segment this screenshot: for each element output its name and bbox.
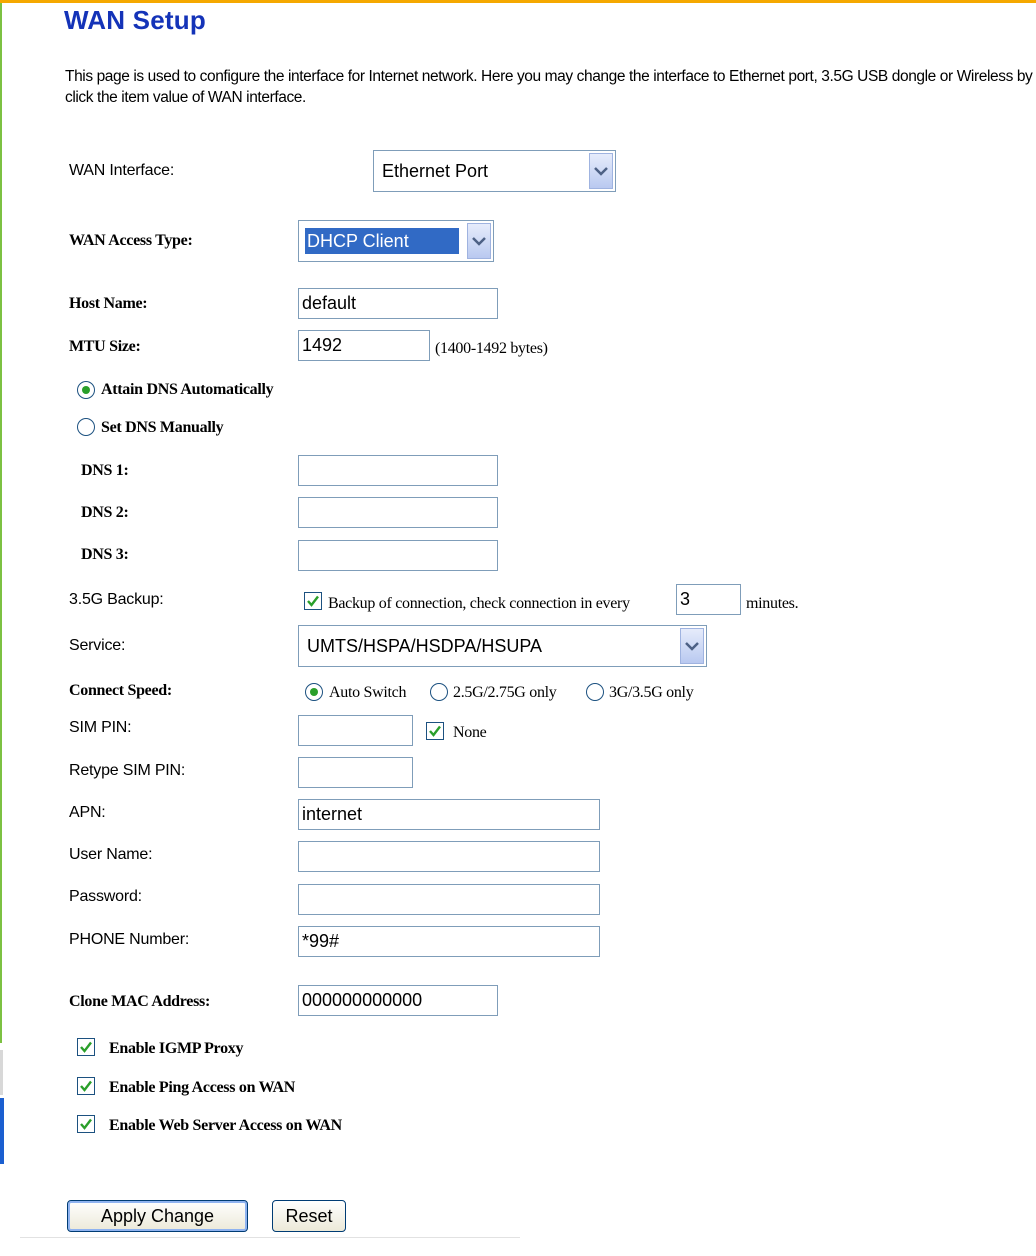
phone-number-input[interactable] [298,926,600,957]
backup-checkbox-label: Backup of connection, check connection in every [328,595,630,612]
user-name-input[interactable] [298,841,600,872]
top-accent-line [0,0,1036,3]
mtu-size-hint: (1400-1492 bytes) [435,340,548,357]
wan-access-type-label: WAN Access Type: [69,232,193,249]
password-input[interactable] [298,884,600,915]
service-select[interactable] [298,625,707,667]
host-name-label: Host Name: [69,295,148,312]
dns3-label: DNS 3: [81,546,129,563]
left-frame-edge [0,1050,3,1095]
wan-interface-value: Ethernet Port [382,161,489,181]
wan-access-type-value: DHCP Client [305,228,459,254]
bottom-divider [20,1237,520,1238]
enable-ping-wan-checkbox[interactable] [77,1077,95,1095]
speed-3g-radio[interactable] [586,683,604,701]
checkmark-icon [79,1040,93,1054]
retype-sim-pin-label: Retype SIM PIN: [69,762,186,779]
host-name-input[interactable] [298,288,498,319]
attain-dns-auto-radio[interactable] [77,381,95,399]
dns2-label: DNS 2: [81,504,129,521]
backup-label: 3.5G Backup: [69,591,164,608]
phone-number-label: PHONE Number: [69,931,190,948]
backup-checkbox[interactable] [304,592,322,610]
sim-pin-label: SIM PIN: [69,719,132,736]
apply-change-button[interactable]: Apply Change [67,1200,248,1232]
set-dns-manually-radio[interactable] [77,418,95,436]
enable-web-wan-checkbox[interactable] [77,1115,95,1133]
speed-25g-label: 2.5G/2.75G only [453,684,557,701]
service-label: Service: [69,637,126,654]
left-accent-line [0,3,2,1043]
dns2-input[interactable] [298,497,498,528]
attain-dns-auto-label: Attain DNS Automatically [101,381,274,398]
page-description: This page is used to configure the interface for Internet network. Here you may change the interface to Ethernet port, 3.5G USB dongle or Wireless by click the item value of WAN interface. [65,68,1033,106]
dns1-label: DNS 1: [81,462,129,479]
speed-25g-radio[interactable] [430,683,448,701]
page-title: WAN Setup [64,5,206,35]
apn-input[interactable] [298,799,600,830]
retype-sim-pin-input[interactable] [298,757,413,788]
speed-auto-switch-radio[interactable] [305,683,323,701]
apn-label: APN: [69,804,106,821]
chevron-down-icon[interactable] [467,223,491,259]
checkmark-icon [79,1117,93,1131]
service-value: UMTS/HSPA/HSDPA/HSUPA [307,636,543,656]
sim-pin-none-checkbox[interactable] [426,722,444,740]
enable-igmp-proxy-label: Enable IGMP Proxy [109,1040,244,1057]
dns1-input[interactable] [298,455,498,486]
clone-mac-input[interactable] [298,985,498,1016]
enable-igmp-proxy-checkbox[interactable] [77,1038,95,1056]
connect-speed-label: Connect Speed: [69,682,172,699]
dns3-input[interactable] [298,540,498,571]
speed-3g-label: 3G/3.5G only [609,684,694,701]
sim-pin-input[interactable] [298,715,413,746]
enable-web-wan-label: Enable Web Server Access on WAN [109,1117,342,1134]
chevron-down-icon[interactable] [589,153,613,189]
mtu-size-label: MTU Size: [69,338,141,355]
set-dns-manually-label: Set DNS Manually [101,419,224,436]
checkmark-icon [306,594,320,608]
checkmark-icon [428,724,442,738]
enable-ping-wan-label: Enable Ping Access on WAN [109,1079,296,1096]
speed-auto-switch-label: Auto Switch [329,684,407,701]
sim-pin-none-label: None [453,724,487,741]
mtu-size-input[interactable] [298,330,430,361]
wan-interface-label: WAN Interface: [69,162,175,179]
checkmark-icon [79,1079,93,1093]
reset-button[interactable]: Reset [272,1200,346,1232]
backup-minutes-input[interactable] [676,584,741,615]
password-label: Password: [69,888,142,905]
left-frame-edge-blue [0,1098,4,1164]
user-name-label: User Name: [69,846,153,863]
clone-mac-label: Clone MAC Address: [69,993,210,1010]
backup-minutes-suffix: minutes. [746,595,799,612]
wan-interface-select[interactable] [373,150,616,192]
wan-access-type-select[interactable] [298,220,494,262]
chevron-down-icon[interactable] [680,628,704,664]
